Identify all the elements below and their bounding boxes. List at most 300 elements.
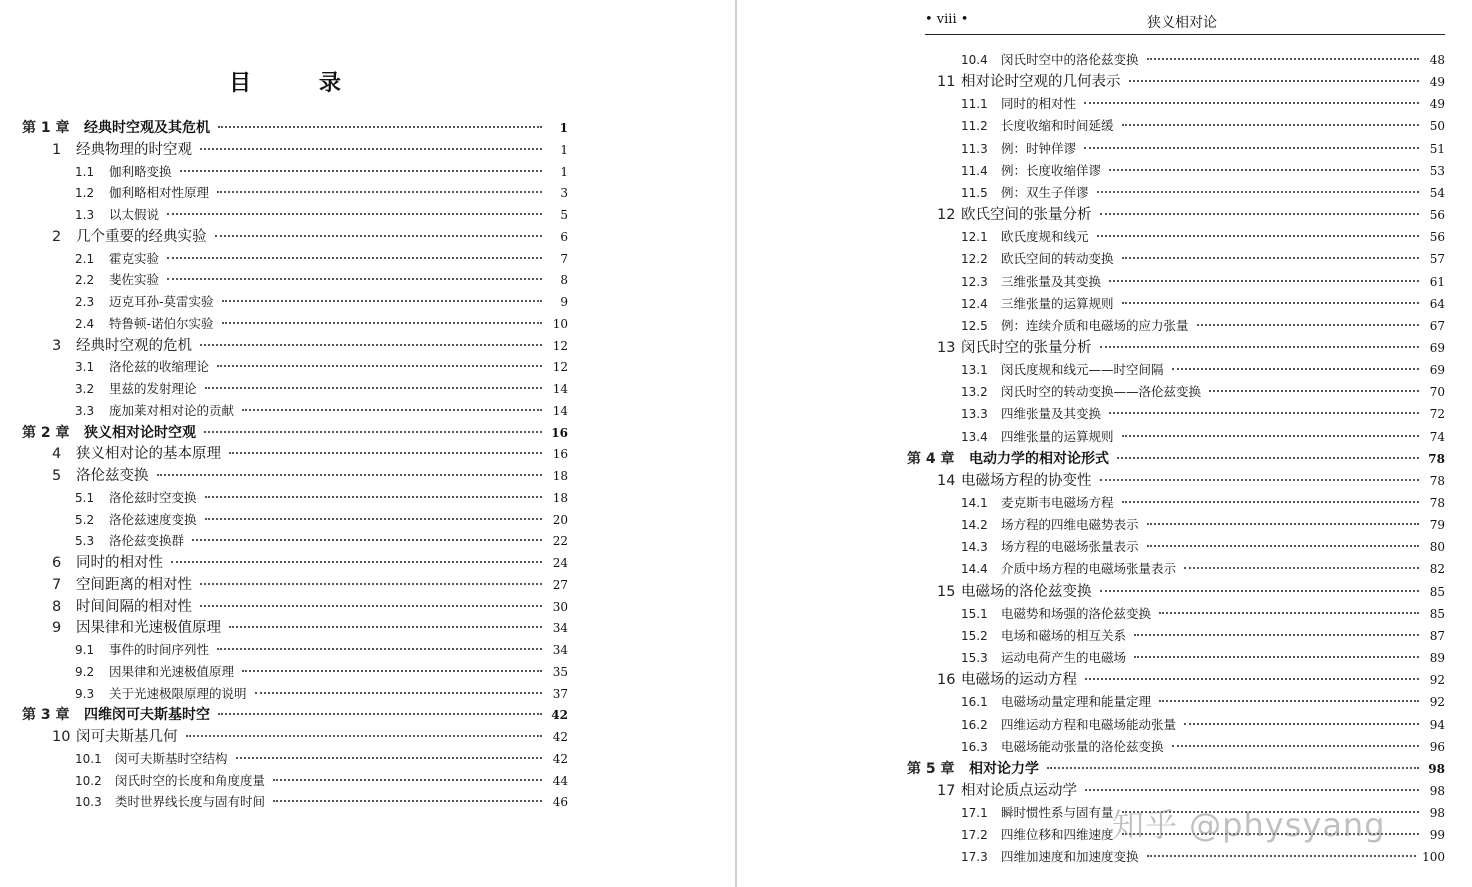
- toc-leader-dots: [180, 170, 542, 172]
- toc-entry-title: 同时的相对性: [76, 555, 163, 571]
- toc-entry-sec[interactable]: [937, 670, 1445, 690]
- running-header: [925, 10, 1445, 35]
- toc-entry-number: 17.3: [961, 850, 988, 865]
- toc-entry-number: 9.1: [75, 643, 95, 657]
- toc-entry-title: 电场和磁场的相互关系: [1001, 627, 1127, 643]
- toc-page-number: 16: [551, 425, 568, 440]
- toc-entry-sub[interactable]: [961, 427, 1445, 447]
- toc-entry-sub[interactable]: [961, 537, 1445, 557]
- toc-entry-number: 第 5 章: [907, 760, 955, 777]
- toc-entry-title: 四维张量及其变换: [1001, 406, 1102, 422]
- toc-entry-sec[interactable]: [937, 72, 1445, 92]
- toc-page-number: 42: [552, 730, 568, 744]
- toc-entry-number: 5: [52, 468, 62, 484]
- toc-entry-number: 11.2: [961, 119, 988, 134]
- toc-entry-sub[interactable]: [961, 404, 1445, 424]
- toc-entry-title: 伽利略相对性原理: [109, 185, 210, 201]
- toc-entry-title: 经典时空观及其危机: [84, 120, 210, 136]
- toc-page-number: 78: [1429, 496, 1445, 510]
- toc-entry-number: 14.1: [961, 496, 988, 510]
- toc-leader-dots: [1147, 523, 1419, 525]
- toc-entry-title: 霍克实验: [109, 250, 160, 266]
- toc-page-number: 30: [552, 599, 568, 614]
- toc-entry-number: 3: [52, 337, 62, 354]
- toc-leader-dots: [229, 452, 542, 454]
- toc-entry-sub[interactable]: [961, 272, 1445, 292]
- toc-entry-number: 5.2: [75, 512, 95, 527]
- toc-entry-number: 10.4: [961, 53, 988, 67]
- toc-entry-number: 13.4: [961, 429, 988, 444]
- toc-entry-title: 几个重要的经典实验: [76, 228, 207, 245]
- toc-entry-sub[interactable]: [75, 205, 568, 225]
- toc-entry-number: 14.4: [961, 562, 988, 577]
- toc-entry-sub[interactable]: [961, 604, 1445, 624]
- toc-entry-sub[interactable]: [75, 314, 568, 334]
- toc-entry-title: 欧氏度规和线元: [1001, 229, 1089, 245]
- toc-entry-sub[interactable]: [961, 493, 1445, 513]
- toc-page-number: 99: [1429, 828, 1445, 843]
- toc-entry-sub[interactable]: [75, 531, 568, 551]
- toc-leader-dots: [1159, 612, 1419, 614]
- toc-entry-sub[interactable]: [961, 847, 1445, 867]
- toc-entry-title: 类时世界线长度与固有时间: [115, 794, 266, 810]
- toc-entry-number: 11.5: [961, 185, 988, 200]
- toc-entry-number: 12.4: [961, 296, 988, 311]
- toc-entry-title: 四维张量的运算规则: [1001, 428, 1114, 444]
- toc-entry-title: 里兹的发射理论: [109, 381, 197, 396]
- toc-page-number: 5: [560, 208, 568, 222]
- toc-entry-title: 例：长度收缩佯谬: [1001, 162, 1102, 178]
- toc-entry-number: 2.3: [75, 295, 95, 309]
- toc-entry-number: 第 2 章: [22, 424, 70, 441]
- toc-entry-sub[interactable]: [961, 559, 1445, 579]
- toc-entry-number: 2.2: [75, 273, 95, 288]
- toc-page-number: 61: [1429, 274, 1445, 289]
- toc-entry-sec[interactable]: [937, 582, 1445, 602]
- toc-entry-sec[interactable]: [937, 205, 1445, 225]
- toc-entry-number: 12: [937, 207, 956, 224]
- toc-page-number: 49: [1429, 75, 1445, 90]
- toc-entry-sec[interactable]: [937, 471, 1445, 491]
- toc-page-number: 79: [1429, 518, 1445, 533]
- toc-leader-dots: [1122, 435, 1419, 437]
- toc-page-number: 92: [1429, 695, 1445, 710]
- header-page-number: • viii •: [925, 12, 969, 27]
- toc-page-number: 54: [1429, 185, 1445, 200]
- toc-entry-title: 场方程的电磁场张量表示: [1001, 539, 1139, 555]
- toc-entry-sub[interactable]: [961, 50, 1445, 70]
- toc-entry-number: 1.2: [75, 186, 95, 201]
- toc-entry-number: 17.1: [961, 806, 988, 821]
- toc-entry-title: 麦克斯韦电磁场方程: [1001, 495, 1114, 510]
- toc-entry-title: 四维运动方程和电磁场能动张量: [1001, 716, 1177, 732]
- toc-entry-number: 9.2: [75, 664, 95, 679]
- toc-leader-dots: [200, 583, 542, 585]
- right-page: [737, 0, 1472, 887]
- toc-entry-number: 13.2: [961, 385, 988, 400]
- toc-leader-dots: [1197, 324, 1419, 326]
- toc-entry-sub[interactable]: [75, 357, 568, 377]
- toc-page-number: 10: [552, 316, 568, 331]
- toc-entry-sub[interactable]: [961, 94, 1445, 114]
- toc-leader-dots: [1172, 745, 1419, 747]
- toc-leader-dots: [204, 431, 542, 433]
- toc-entry-sec[interactable]: [52, 466, 568, 486]
- toc-entry-sub[interactable]: [75, 270, 568, 290]
- toc-leader-dots: [157, 474, 543, 476]
- toc-entry-number: 14.2: [961, 518, 988, 533]
- toc-entry-sub[interactable]: [961, 715, 1445, 735]
- toc-entry-title: 闵氏时空中的洛伦兹变换: [1001, 52, 1139, 67]
- toc-entry-sub[interactable]: [961, 139, 1445, 159]
- toc-entry-title: 长度收缩和时间延缓: [1001, 118, 1114, 134]
- toc-entry-title: 洛伦兹速度变换: [109, 511, 197, 527]
- toc-entry-number: 第 4 章: [907, 450, 955, 467]
- toc-leader-dots: [171, 561, 542, 563]
- toc-entry-ch[interactable]: [22, 118, 568, 138]
- toc-page-number: 72: [1429, 407, 1445, 422]
- toc-page-number: 69: [1429, 363, 1445, 378]
- toc-page-number: 16: [552, 447, 568, 462]
- toc-entry-sec[interactable]: [52, 444, 568, 464]
- toc-entry-title: 相对论质点运动学: [961, 782, 1077, 799]
- toc-leader-dots: [1172, 368, 1419, 370]
- toc-entry-title: 电动力学的相对论形式: [969, 450, 1109, 467]
- toc-entry-number: 16: [937, 672, 956, 689]
- toc-entry-sub[interactable]: [961, 116, 1445, 136]
- toc-page-number: 51: [1429, 141, 1445, 156]
- toc-page-number: 3: [560, 186, 568, 201]
- toc-entry-title: 介质中场方程的电磁场张量表示: [1001, 561, 1177, 577]
- toc-leader-dots: [1122, 302, 1419, 304]
- toc-leader-dots: [1122, 257, 1419, 259]
- toc-entry-title: 例：连续介质和电磁场的应力张量: [1001, 317, 1189, 333]
- toc-entry-sec[interactable]: [52, 575, 568, 595]
- toc-entry-sec[interactable]: [52, 227, 568, 247]
- toc-entry-number: 10: [52, 729, 71, 745]
- toc-entry-sub[interactable]: [961, 183, 1445, 203]
- toc-entry-sec[interactable]: [52, 553, 568, 573]
- toc-entry-title: 电磁场的洛伦兹变换: [961, 583, 1092, 600]
- toc-entry-title: 四维闵可夫斯基时空: [84, 707, 210, 724]
- toc-entry-sec[interactable]: [937, 781, 1445, 801]
- header-book-title: 狭义相对论: [1147, 15, 1217, 31]
- toc-entry-title: 闵氏时空的张量分析: [961, 339, 1092, 356]
- toc-page-number: 37: [552, 686, 568, 701]
- toc-page-number: 24: [552, 556, 568, 570]
- toc-entry-title: 迈克耳孙-莫雷实验: [109, 294, 214, 309]
- toc-entry-sub[interactable]: [75, 662, 568, 682]
- toc-entry-title: 关于光速极限原理的说明: [109, 685, 247, 701]
- toc-page-number: 87: [1429, 628, 1445, 643]
- toc-entry-title: 欧氏空间的转动变换: [1001, 251, 1114, 267]
- toc-entry-title: 狭义相对论时空观: [84, 424, 196, 441]
- toc-entry-title: 电磁场方程的协变性: [961, 472, 1092, 489]
- toc-entry-ch[interactable]: [907, 759, 1445, 779]
- toc-entry-sub[interactable]: [961, 294, 1445, 314]
- toc-leader-dots: [1122, 124, 1419, 126]
- toc-entry-sub[interactable]: [75, 771, 568, 791]
- toc-entry-sec[interactable]: [52, 727, 568, 747]
- toc-entry-sub[interactable]: [75, 249, 568, 269]
- toc-entry-number: 16.2: [961, 717, 988, 732]
- toc-page-number: 80: [1429, 540, 1445, 555]
- toc-entry-sub[interactable]: [75, 749, 568, 769]
- toc-leader-dots: [1147, 58, 1419, 60]
- toc-page-number: 67: [1429, 318, 1445, 333]
- toc-page-number: 49: [1429, 97, 1445, 112]
- toc-page-number: 14: [552, 403, 568, 418]
- toc-leader-dots: [205, 387, 542, 389]
- toc-page-number: 44: [552, 773, 568, 788]
- toc-entry-title: 闵可夫斯基时空结构: [115, 750, 228, 766]
- toc-leader-dots: [1147, 855, 1417, 857]
- toc-leader-dots: [1109, 169, 1419, 171]
- toc-entry-sec[interactable]: [52, 336, 568, 356]
- toc-entry-title: 狭义相对论的基本原理: [76, 446, 221, 463]
- toc-leader-dots: [1209, 390, 1419, 392]
- toc-entry-title: 例：双生子佯谬: [1001, 184, 1089, 200]
- toc-entry-number: 1.1: [75, 164, 95, 179]
- toc-entry-title: 瞬时惯性系与固有量: [1001, 805, 1114, 821]
- toc-page-number: 100: [1422, 850, 1445, 865]
- toc-leader-dots: [215, 235, 543, 237]
- toc-entry-title: 空间距离的相对性: [76, 576, 192, 593]
- toc-entry-title: 以太假说: [109, 207, 160, 222]
- toc-entry-sub[interactable]: [75, 792, 568, 812]
- toc-leader-dots: [218, 713, 542, 715]
- toc-entry-title: 闵氏度规和线元——时空间隔: [1001, 362, 1164, 378]
- toc-page-number: 57: [1429, 252, 1445, 267]
- toc-entry-title: 庞加莱对相对论的贡献: [109, 402, 235, 418]
- toc-entry-sec[interactable]: [52, 597, 568, 617]
- toc-leader-dots: [200, 148, 542, 150]
- toc-leader-dots: [273, 800, 542, 802]
- toc-page-number: 98: [1428, 761, 1445, 776]
- toc-page-number: 48: [1429, 53, 1445, 67]
- toc-leader-dots: [1109, 412, 1419, 414]
- toc-page-number: 94: [1429, 717, 1445, 732]
- left-page: [0, 0, 735, 887]
- toc-page-number: 70: [1429, 385, 1445, 400]
- toc-entry-number: 1.3: [75, 208, 95, 222]
- toc-title: 目 录: [229, 71, 371, 96]
- toc-page-number: 85: [1429, 606, 1445, 621]
- toc-entry-number: 3.2: [75, 382, 95, 396]
- toc-entry-title: 洛伦兹变换群: [109, 533, 185, 549]
- toc-page-number: 18: [552, 490, 568, 505]
- toc-entry-title: 四维加速度和加速度变换: [1001, 849, 1139, 865]
- toc-entry-sub[interactable]: [961, 737, 1445, 757]
- toc-entry-sub[interactable]: [75, 684, 568, 704]
- toc-leader-dots: [200, 605, 542, 607]
- toc-entry-sub[interactable]: [961, 161, 1445, 181]
- toc-entry-number: 14.3: [961, 540, 988, 555]
- toc-entry-title: 欧氏空间的张量分析: [961, 207, 1092, 224]
- toc-entry-sub[interactable]: [75, 401, 568, 421]
- toc-entry-number: 14: [937, 472, 956, 489]
- toc-entry-number: 13.1: [961, 363, 988, 378]
- toc-entry-title: 例：时钟佯谬: [1001, 140, 1077, 156]
- toc-entry-title: 电磁场动量定理和能量定理: [1001, 694, 1152, 710]
- toc-leader-dots: [273, 779, 542, 781]
- toc-entry-sub[interactable]: [961, 316, 1445, 336]
- toc-entry-title: 因果律和光速极值原理: [109, 663, 235, 679]
- toc-entry-number: 9: [52, 620, 62, 637]
- toc-entry-number: 第 3 章: [22, 707, 70, 724]
- toc-entry-number: 1: [52, 141, 62, 158]
- toc-leader-dots: [186, 735, 543, 737]
- toc-entry-number: 12.5: [961, 318, 988, 333]
- toc-entry-sub[interactable]: [75, 183, 568, 203]
- toc-leader-dots: [1184, 567, 1419, 569]
- toc-leader-dots: [200, 344, 542, 346]
- toc-entry-title: 三维张量及其变换: [1001, 273, 1102, 289]
- toc-leader-dots: [218, 126, 542, 128]
- toc-entry-sub[interactable]: [961, 648, 1445, 668]
- toc-page-number: 34: [552, 643, 568, 657]
- toc-entry-number: 12.3: [961, 274, 988, 289]
- toc-entry-number: 2.4: [75, 316, 95, 331]
- toc-entry-sec[interactable]: [937, 338, 1445, 358]
- toc-page-number: 9: [560, 295, 568, 309]
- toc-leader-dots: [222, 322, 542, 324]
- toc-entry-title: 洛伦兹变换: [76, 468, 149, 484]
- toc-leader-dots: [1117, 457, 1419, 459]
- toc-entry-ch[interactable]: [907, 449, 1445, 469]
- toc-page-number: 89: [1429, 651, 1445, 666]
- toc-page-number: 96: [1429, 739, 1445, 754]
- toc-entry-ch[interactable]: [22, 423, 568, 443]
- toc-entry-title: 电磁场的运动方程: [961, 672, 1077, 689]
- toc-leader-dots: [205, 496, 542, 498]
- toc-entry-sub[interactable]: [75, 640, 568, 660]
- toc-leader-dots: [1047, 767, 1419, 769]
- toc-leader-dots: [205, 518, 542, 520]
- toc-entry-title: 相对论力学: [969, 760, 1039, 777]
- toc-entry-number: 10.1: [75, 751, 102, 766]
- toc-leader-dots: [229, 626, 542, 628]
- toc-leader-dots: [1134, 634, 1419, 636]
- toc-entry-number: 2: [52, 228, 62, 245]
- toc-entry-title: 场方程的四维电磁势表示: [1001, 517, 1139, 533]
- toc-page-number: 27: [552, 577, 568, 592]
- toc-page-number: 1: [560, 142, 568, 157]
- toc-entry-sec[interactable]: [52, 618, 568, 638]
- toc-leader-dots: [1147, 545, 1419, 547]
- toc-page-number: 42: [552, 751, 568, 766]
- toc-entry-number: 12.1: [961, 230, 988, 245]
- toc-entry-number: 11.4: [961, 163, 988, 178]
- toc-page-number: 46: [552, 795, 568, 810]
- toc-entry-title: 洛伦兹时空变换: [109, 489, 197, 505]
- toc-page-number: 6: [560, 229, 568, 244]
- toc-entry-number: 3.3: [75, 403, 95, 418]
- toc-leader-dots: [167, 213, 542, 215]
- toc-entry-number: 17.2: [961, 828, 988, 843]
- toc-entry-title: 事件的时间序列性: [109, 642, 210, 657]
- toc-entry-title: 特鲁顿-诺伯尔实验: [109, 315, 214, 331]
- toc-entry-title: 经典时空观的危机: [76, 337, 192, 354]
- toc-entry-title: 洛伦兹的收缩理论: [109, 359, 210, 375]
- toc-entry-number: 6: [52, 555, 62, 571]
- toc-entry-title: 四维位移和四维速度: [1001, 827, 1114, 843]
- toc-page-number: 12: [552, 360, 568, 375]
- toc-page-number: 64: [1429, 296, 1445, 311]
- toc-entry-title: 闵氏时空的转动变换——洛伦兹变换: [1001, 384, 1202, 400]
- toc-entry-title: 三维张量的运算规则: [1001, 295, 1114, 311]
- toc-entry-sub[interactable]: [961, 515, 1445, 535]
- toc-entry-title: 闵可夫斯基几何: [76, 729, 178, 745]
- toc-entry-ch[interactable]: [22, 705, 568, 725]
- toc-entry-number: 第 1 章: [22, 120, 70, 136]
- toc-entry-number: 15.2: [961, 628, 988, 643]
- toc-entry-sec[interactable]: [52, 140, 568, 160]
- toc-leader-dots: [1100, 590, 1420, 592]
- toc-entry-title: 相对论时空观的几何表示: [961, 74, 1121, 91]
- toc-entry-sub[interactable]: [961, 382, 1445, 402]
- toc-entry-number: 5.3: [75, 534, 95, 549]
- toc-page-number: 12: [552, 338, 568, 353]
- toc-entry-sub[interactable]: [75, 488, 568, 508]
- toc-entry-title: 电磁场能动张量的洛伦兹变换: [1001, 738, 1164, 754]
- toc-page-number: 35: [552, 664, 568, 679]
- toc-leader-dots: [217, 648, 542, 650]
- toc-entry-sub[interactable]: [75, 379, 568, 399]
- toc-leader-dots: [1129, 80, 1420, 82]
- toc-entry-title: 同时的相对性: [1001, 96, 1077, 112]
- toc-page-number: 22: [552, 534, 568, 549]
- toc-leader-dots: [1134, 656, 1419, 658]
- toc-entry-number: 7: [52, 576, 62, 593]
- toc-entry-number: 11.1: [961, 97, 988, 112]
- toc-entry-title: 时间间隔的相对性: [76, 598, 192, 615]
- toc-page-number: 82: [1429, 562, 1445, 577]
- toc-leader-dots: [1084, 102, 1419, 104]
- toc-page-number: 78: [1429, 473, 1445, 488]
- toc-leader-dots: [242, 409, 542, 411]
- toc-leader-dots: [1184, 723, 1419, 725]
- toc-leader-dots: [1085, 678, 1419, 680]
- toc-page-number: 18: [552, 469, 568, 483]
- toc-entry-sub[interactable]: [75, 292, 568, 312]
- toc-entry-number: 3.1: [75, 360, 95, 375]
- toc-page-number: 53: [1429, 163, 1445, 178]
- toc-page-number: 20: [552, 512, 568, 527]
- toc-entry-sub[interactable]: [75, 162, 568, 182]
- toc-page-number: 92: [1429, 673, 1445, 688]
- toc-page-number: 56: [1429, 208, 1445, 223]
- toc-leader-dots: [1100, 213, 1420, 215]
- toc-page-number: 34: [552, 621, 568, 636]
- toc-entry-title: 电磁势和场强的洛伦兹变换: [1001, 605, 1152, 621]
- toc-entry-sub[interactable]: [961, 360, 1445, 380]
- toc-leader-dots: [1097, 191, 1419, 193]
- toc-entry-sub[interactable]: [961, 249, 1445, 269]
- toc-page-number: 8: [560, 273, 568, 288]
- toc-entry-sub[interactable]: [961, 227, 1445, 247]
- toc-leader-dots: [1085, 789, 1419, 791]
- toc-entry-sub[interactable]: [75, 510, 568, 530]
- toc-entry-number: 10.2: [75, 773, 102, 788]
- toc-page-number: 69: [1429, 340, 1445, 355]
- toc-entry-number: 9.3: [75, 686, 95, 701]
- toc-leader-dots: [167, 278, 542, 280]
- toc-entry-sub[interactable]: [961, 626, 1445, 646]
- toc-entry-title: 斐佐实验: [109, 272, 160, 288]
- toc-page-number: 56: [1429, 230, 1445, 245]
- toc-entry-sub[interactable]: [961, 692, 1445, 712]
